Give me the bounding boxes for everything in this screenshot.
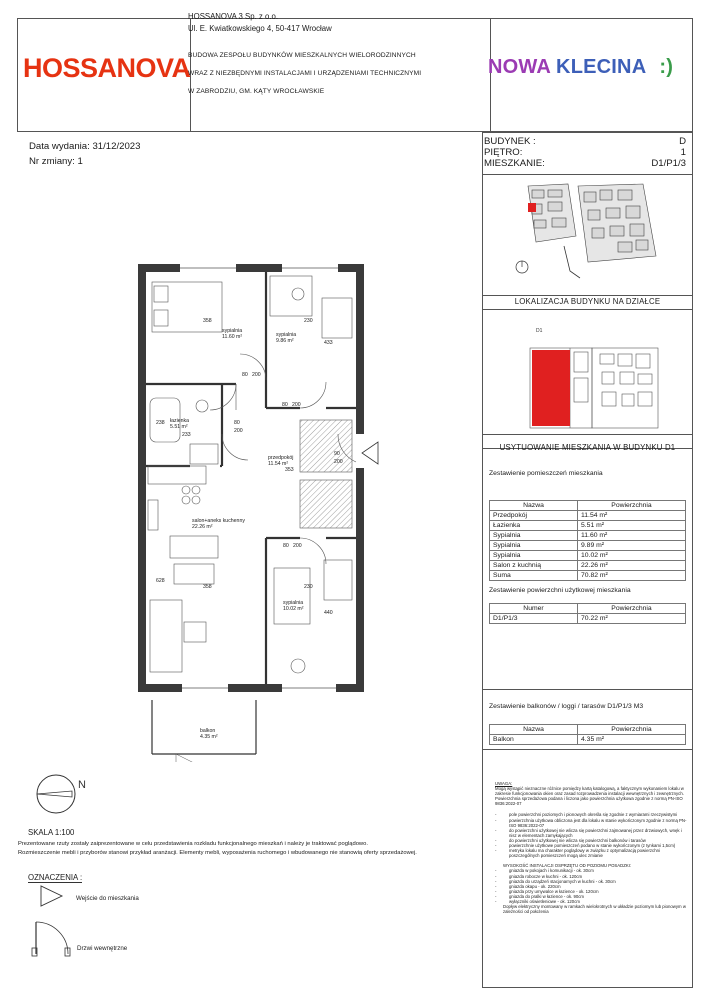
- dim-label: 628: [156, 578, 165, 584]
- building-label: BUDYNEK :: [484, 136, 536, 147]
- building-position-map: [510, 322, 682, 434]
- minimap-label: D1: [536, 328, 543, 334]
- room-living-kitchen: salon+aneks kuchenny 22.26 m²: [192, 518, 245, 531]
- table-row: Przedpokój 11.54 m²: [490, 511, 686, 521]
- table-row: Salon z kuchnią 22.26 m²: [490, 561, 686, 571]
- dim-label: 233: [182, 432, 191, 438]
- room-bedroom-1: sypialnia 11.60 m²: [222, 328, 243, 341]
- dim-label: 353: [285, 467, 294, 473]
- building-position-caption: USYTUOWANIE MIESZKANIA W BUDYNKU D1: [499, 443, 676, 452]
- table-header-row: Nazwa Powierzchnia: [490, 501, 686, 511]
- dim-label: 90: [334, 451, 340, 457]
- dim-label: 440: [324, 610, 333, 616]
- company-info: HOSSANOVA 3 Sp. z o.o. Ul. E. Kwiatkowskiego 4, 50-417 Wrocław: [188, 12, 332, 33]
- room-bathroom: łazienka 5.51 m²: [170, 418, 190, 431]
- dim-label: 80: [234, 420, 240, 426]
- dim-label: 80: [242, 372, 248, 378]
- apartment-label: MIESZKANIE:: [484, 158, 545, 169]
- dim-label: 358: [203, 584, 212, 590]
- table-header-row: Numer Powierzchnia: [490, 604, 686, 614]
- project-title: BUDOWA ZESPOŁU BUDYNKÓW MIESZKALNYCH WIELORODZINNYCH WRAZ Z NIEZBĘDNYMI INSTALACJAMI I URZĄDZENIAMI TECHNICZNYMI W ZABRODZIU, GM. KĄTY WROCŁAWSKIE: [188, 52, 422, 95]
- table-row: D1/P1/3 70.22 m²: [490, 614, 686, 624]
- disclaimer: Prezentowane rzuty zostały zaiprezentowane w celu przedstawienia rozkładu funkcjonalnego mieszkań i należy je traktować poglądowo. Rozmieszczenie mebli i przyborów stanowi przykład aranżacji. Elementy mebli, wyposażenia ruchomego i wbudowanego nie stanowią oferty sprzedażowej.: [18, 841, 417, 856]
- scale-label: SKALA 1:100: [28, 828, 75, 837]
- dim-label: 230: [304, 584, 313, 590]
- table-row: Łazienka 5.51 m²: [490, 521, 686, 531]
- table-row: Sypialnia 10.02 m²: [490, 551, 686, 561]
- dim-label: 200: [334, 459, 343, 465]
- dim-label: 238: [156, 420, 165, 426]
- dim-label: 80: [283, 543, 289, 549]
- room-hallway: przedpokój 11.54 m²: [268, 455, 294, 468]
- north-label: N: [78, 779, 86, 791]
- nowa-klecina-logo: NOWA KLECINA :): [488, 56, 674, 78]
- dim-label: 230: [304, 318, 313, 324]
- dim-label: 200: [293, 543, 302, 549]
- usable-area-table: [489, 603, 686, 624]
- table-row: Sypialnia 11.60 m²: [490, 531, 686, 541]
- notes-block: UWAGA: Mogą wystąpić nieznaczne różnice pomiędzy kartą katalogową, a faktycznym wykonaniem lokalu w zakresie funkcjonowania okien oraz zasad rozprowadzenia instalacji wewnętrznych i zewnętrznych. Powierzchnia sprzedażowa podana i liczona jako powierzchnia użytkowa zgodnie z normą PN-ISO 9836:2022-07 - pole powierzchni poziomych i pionowych określa się zgodnie z wymiarami rzeczywistymi - powierzchnia użytkowa obliczona jest dla lokalu w stanie wykończonym zgodnie z normą PN-ISO 9836:2022-07 - do powierzchni użytkowej nie wlicza się powierzchni zajmowanej przez drzwiowych, wnęk i nisz w elementach zamykających - do powierzchni użytkowej nie wlicza się powierzchni balkonów i tarasów - powierzchnie użytkowe pomieszczeń podano w stanie wykończonym (z tynkami 1,5cm) - metryka lokalu ma charakter poglądowy w związku z optymalizacją powierzchni poszczególnych pomieszczeń mogą ulec zmianie WYSOKOŚĆ INSTALACJI OSPRZĘTU OD POZIOMU POSADZKI: - gniazda w pokojach i komunikacji - ok. 30cm - gniazda robocze w kuchni - ok. 120cm - gniazda do urządzeń stacjonarnych w kuchni - ok. 30cm - gniazda okapu - ok. 220cm - gniazda przy umywalce w łazience - ok. 120cm - gniazda do pralki w łazience - ok. 90cm - wyłączniki oświetleniowe - ok. 120cm Dopływ elektryczny montowany w ramkach wielokrotnych w układzie poziomym lub pionowym w zależności od położenia: [495, 781, 687, 914]
- table-row: Suma 70.82 m²: [490, 571, 686, 581]
- apartment-value: D1/P1/3: [651, 158, 686, 169]
- issue-info: [29, 139, 140, 169]
- hossanova-logo: HOSSANOVA: [23, 53, 191, 83]
- table-header-row: Nazwa Powierzchnia: [490, 725, 686, 735]
- rooms-table: [489, 500, 686, 581]
- door-swing-icon: [28, 918, 76, 958]
- balcony-table-title: Zestawienie balkonów / loggi / tarasów D1/P1/3 M3: [489, 703, 644, 710]
- entrance-triangle-icon: [38, 884, 68, 908]
- dim-label: 200: [234, 428, 243, 434]
- dim-label: 200: [252, 372, 261, 378]
- dim-label: 200: [292, 402, 301, 408]
- table-row: Sypialnia 9.89 m²: [490, 541, 686, 551]
- dim-label: 80: [282, 402, 288, 408]
- rooms-table-title: Zestawienie pomieszczeń mieszkania: [489, 470, 603, 477]
- north-arrow-icon: [32, 770, 92, 822]
- legend-title: OZNACZENIA :: [28, 873, 83, 882]
- issue-date: Data wydania: 31/12/2023: [29, 141, 141, 152]
- room-bedroom-3: sypialnia 10.02 m²: [283, 600, 304, 613]
- usable-table-title: Zestawienie powierzchni użytkowej mieszkania: [489, 587, 631, 594]
- floor-label: PIĘTRO:: [484, 147, 523, 158]
- room-bedroom-2: sypialnia 9.86 m²: [276, 332, 297, 345]
- balcony-table: [489, 724, 686, 745]
- floor-value: 1: [680, 147, 686, 158]
- legend-entrance-label: Wejście do mieszkania: [76, 895, 139, 902]
- floor-plan: [130, 230, 380, 762]
- site-plan-map: [508, 176, 668, 286]
- table-row: Balkon 4.35 m²: [490, 735, 686, 745]
- site-location-caption: LOKALIZACJA BUDYNKU NA DZIAŁCE: [514, 297, 661, 306]
- building-value: D: [679, 136, 686, 147]
- room-balcony: balkon 4.35 m²: [200, 728, 218, 741]
- legend-doors-label: Drzwi wewnętrzne: [77, 945, 128, 952]
- dim-label: 358: [203, 318, 212, 324]
- dim-label: 433: [324, 340, 333, 346]
- revision-number: Nr zmiany: 1: [29, 156, 83, 167]
